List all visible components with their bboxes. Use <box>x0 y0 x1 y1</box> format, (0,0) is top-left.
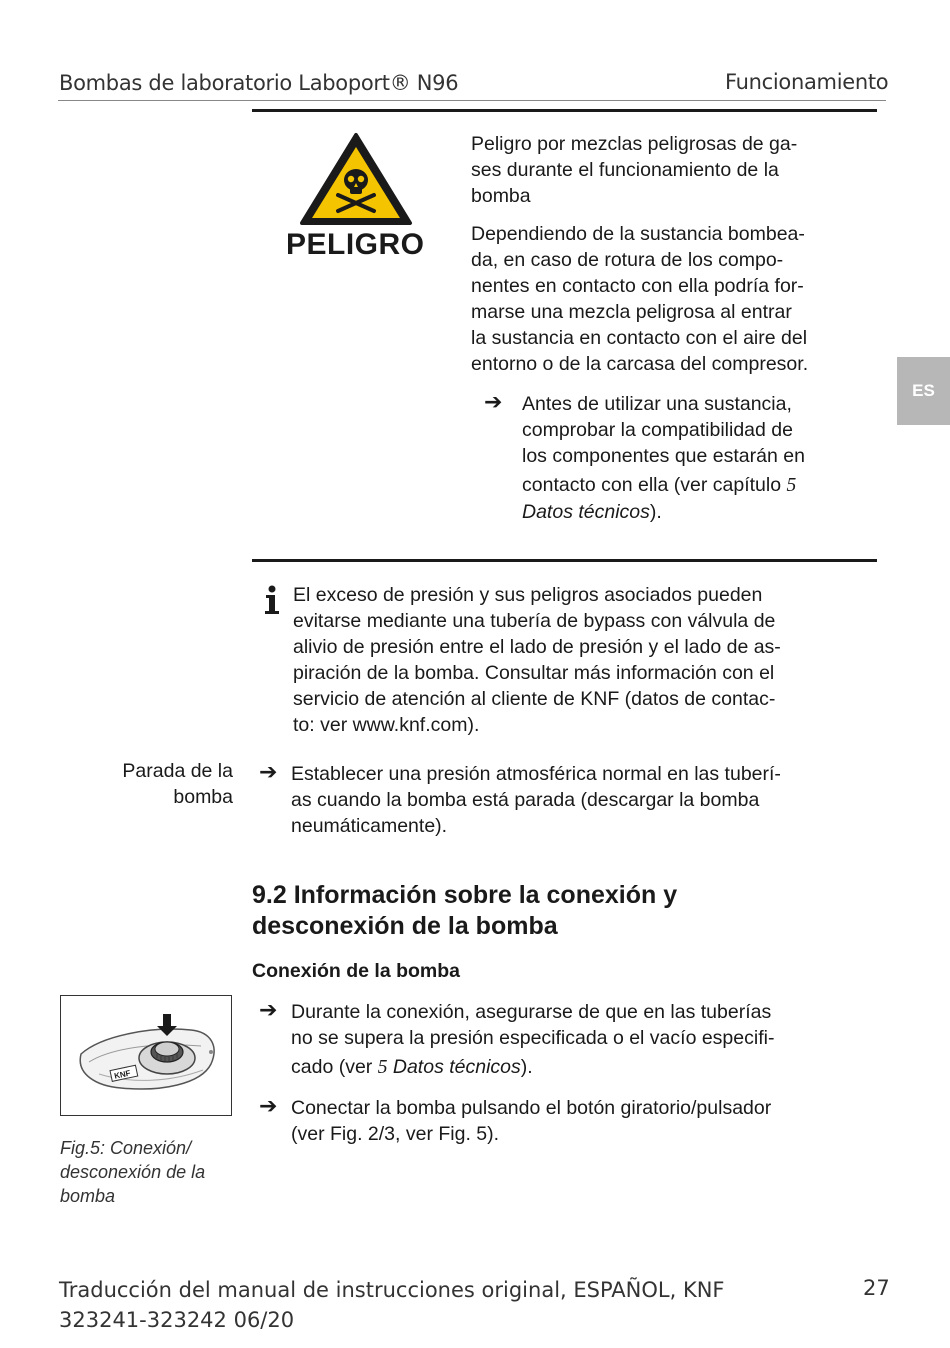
figure-pump-button <box>60 995 232 1116</box>
footer-doc-number: 323241-323242 06/20 <box>59 1308 295 1332</box>
arrow-icon: ➔ <box>484 389 503 414</box>
step-connection-pressure: Durante la conexión, asegurarse de que en las tuberías no se supera la presión especificada o el vacío especifi- cado (ver 5 Datos técnicos). <box>291 1001 775 1078</box>
arrow-icon: ➔ <box>259 997 278 1022</box>
figure-caption: Fig.5: Conexión/ desconexión de la bomba <box>60 1138 206 1206</box>
device-logo: KNF <box>113 1068 132 1081</box>
page-number: 27 <box>863 1276 890 1300</box>
chapter-ref-number[interactable]: 5 <box>786 475 797 496</box>
step-press-button: Conectar la bomba pulsando el botón giratorio/pulsador (ver Fig. 2/3, ver Fig. 5). <box>291 1097 772 1145</box>
danger-body: Dependiendo de la sustancia bombea- da, en caso de rotura de los compo- nentes en contacto con ella podría for- marse una mezcla peligrosa al entrar la sustancia en contacto con el aire del entorno o de la carcasa del compresor. <box>471 223 809 375</box>
header-title: Bombas de laboratorio Laboport® N96 <box>59 71 459 95</box>
arrow-icon: ➔ <box>259 759 278 784</box>
danger-bottom-rule <box>252 559 877 562</box>
arrow-icon: ➔ <box>259 1093 278 1118</box>
info-text: El exceso de presión y sus peligros asociados pueden evitarse mediante una tubería de bypass con válvula de alivio de presión entre el lado de presión y el lado de as- piración de la bomba. Consultar más información con el servicio de atención al cliente de KNF (datos de contac- to: ver www.knf.com). <box>293 584 781 736</box>
danger-signal-word: PELIGRO <box>286 228 425 261</box>
header-section: Funcionamiento <box>725 70 889 94</box>
chapter-ref-title[interactable]: Datos técnicos <box>522 501 650 523</box>
pump-illustration <box>61 996 232 1116</box>
info-icon <box>262 585 282 615</box>
footer <box>59 1275 725 1335</box>
chapter-ref-number[interactable]: 5 <box>377 1057 388 1078</box>
danger-title: Peligro por mezclas peligrosas de ga- ses durante el funcionamiento de la bomba <box>471 133 798 207</box>
header-rule <box>58 100 886 101</box>
footer-title: Traducción del manual de instrucciones original, ESPAÑOL, KNF <box>59 1278 725 1302</box>
chapter-ref-title[interactable]: Datos técnicos <box>392 1056 521 1078</box>
section-heading: 9.2 Información sobre la conexión y desconexión de la bomba <box>252 881 678 940</box>
margin-label-stop: Parada de la bomba <box>122 760 233 808</box>
language-tab: ES <box>897 357 950 425</box>
danger-action: Antes de utilizar una sustancia, comprobar la compatibilidad de los componentes que estarán en contacto con ella (ver capítulo 5 Datos técnicos). <box>522 393 805 523</box>
subheading: Conexión de la bomba <box>252 960 461 982</box>
danger-top-rule <box>252 109 877 112</box>
skull-warning-icon <box>298 131 414 227</box>
stop-instruction: Establecer una presión atmosférica normal en las tuberí- as cuando la bomba está parada (descargar la bomba neumáticamente). <box>291 763 781 837</box>
